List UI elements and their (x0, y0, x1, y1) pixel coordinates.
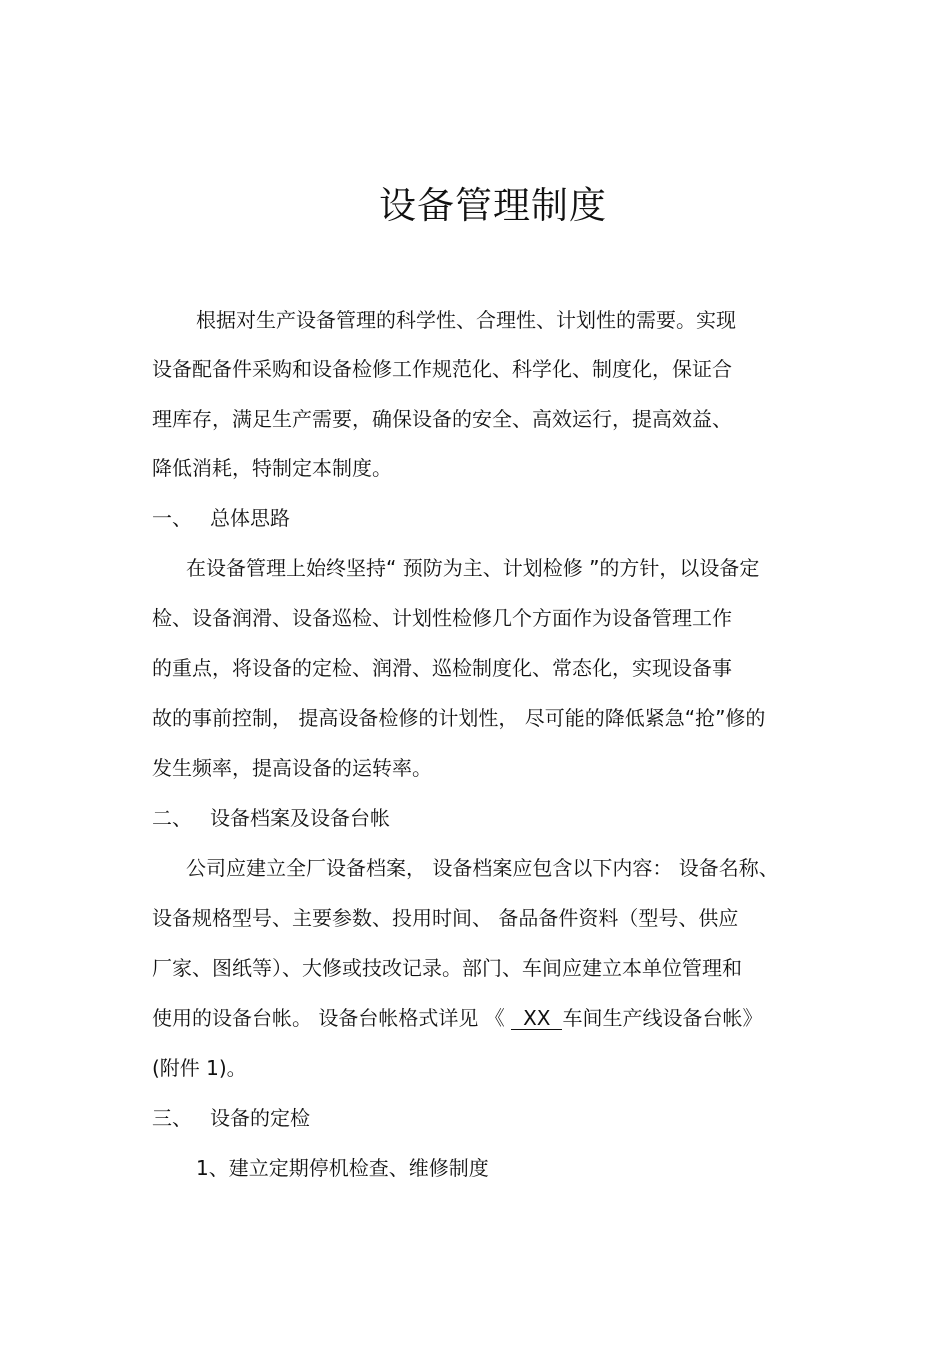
intro-line-2: 设备配备件采购和设备检修工作规范化、科学化、制度化，保证合 (152, 357, 732, 381)
section-2-line-4-suffix: 车间生产线设备台帐》 (562, 1006, 763, 1030)
intro-line-3: 理库存，满足生产需要，确保设备的安全、高效运行，提高效益、 (152, 407, 732, 431)
section-1-heading (152, 503, 290, 533)
section-3-heading (152, 1103, 310, 1133)
section-1-line-1: 在设备管理上始终坚持“ 预防为主、计划检修 ”的方针，以设备定 (186, 556, 760, 580)
section-1-title: 总体思路 (210, 506, 290, 530)
section-3-title: 设备的定检 (210, 1106, 310, 1130)
ledger-name-blank: XX (511, 1007, 562, 1030)
section-2-line-4 (152, 1003, 762, 1033)
section-1-line-4: 故的事前控制， 提高设备检修的计划性， 尽可能的降低紧急“抢”修的 (152, 706, 766, 730)
section-2-number: 二、 (152, 806, 192, 830)
intro-line-4: 降低消耗，特制定本制度。 (152, 456, 392, 480)
section-3-item-1: 1、建立定期停机检查、维修制度 (196, 1156, 489, 1180)
section-2-title: 设备档案及设备台帐 (210, 806, 390, 830)
section-2-line-2: 设备规格型号、主要参数、投用时间、 备品备件资料（型号、供应 (152, 906, 739, 930)
section-1-line-3: 的重点，将设备的定检、润滑、巡检制度化、常态化，实现设备事 (152, 656, 732, 680)
intro-line-1: 根据对生产设备管理的科学性、合理性、计划性的需要。实现 (196, 308, 736, 332)
section-2-line-1: 公司应建立全厂设备档案， 设备档案应包含以下内容： 设备名称、 (186, 856, 779, 880)
section-2-line-3: 厂家、图纸等）、大修或技改记录。部门、车间应建立本单位管理和 (152, 956, 742, 980)
section-3-number: 三、 (152, 1106, 192, 1130)
section-1-line-5: 发生频率，提高设备的运转率。 (152, 756, 432, 780)
document-title: 设备管理制度 (379, 184, 607, 227)
section-2-line-5: (附件 1)。 (152, 1056, 247, 1080)
section-2-line-4-prefix: 使用的设备台帐。 设备台帐格式详见 《 (152, 1006, 505, 1030)
section-1-number: 一、 (152, 506, 192, 530)
section-2-heading (152, 803, 390, 833)
section-1-line-2: 检、设备润滑、设备巡检、计划性检修几个方面作为设备管理工作 (152, 606, 732, 630)
